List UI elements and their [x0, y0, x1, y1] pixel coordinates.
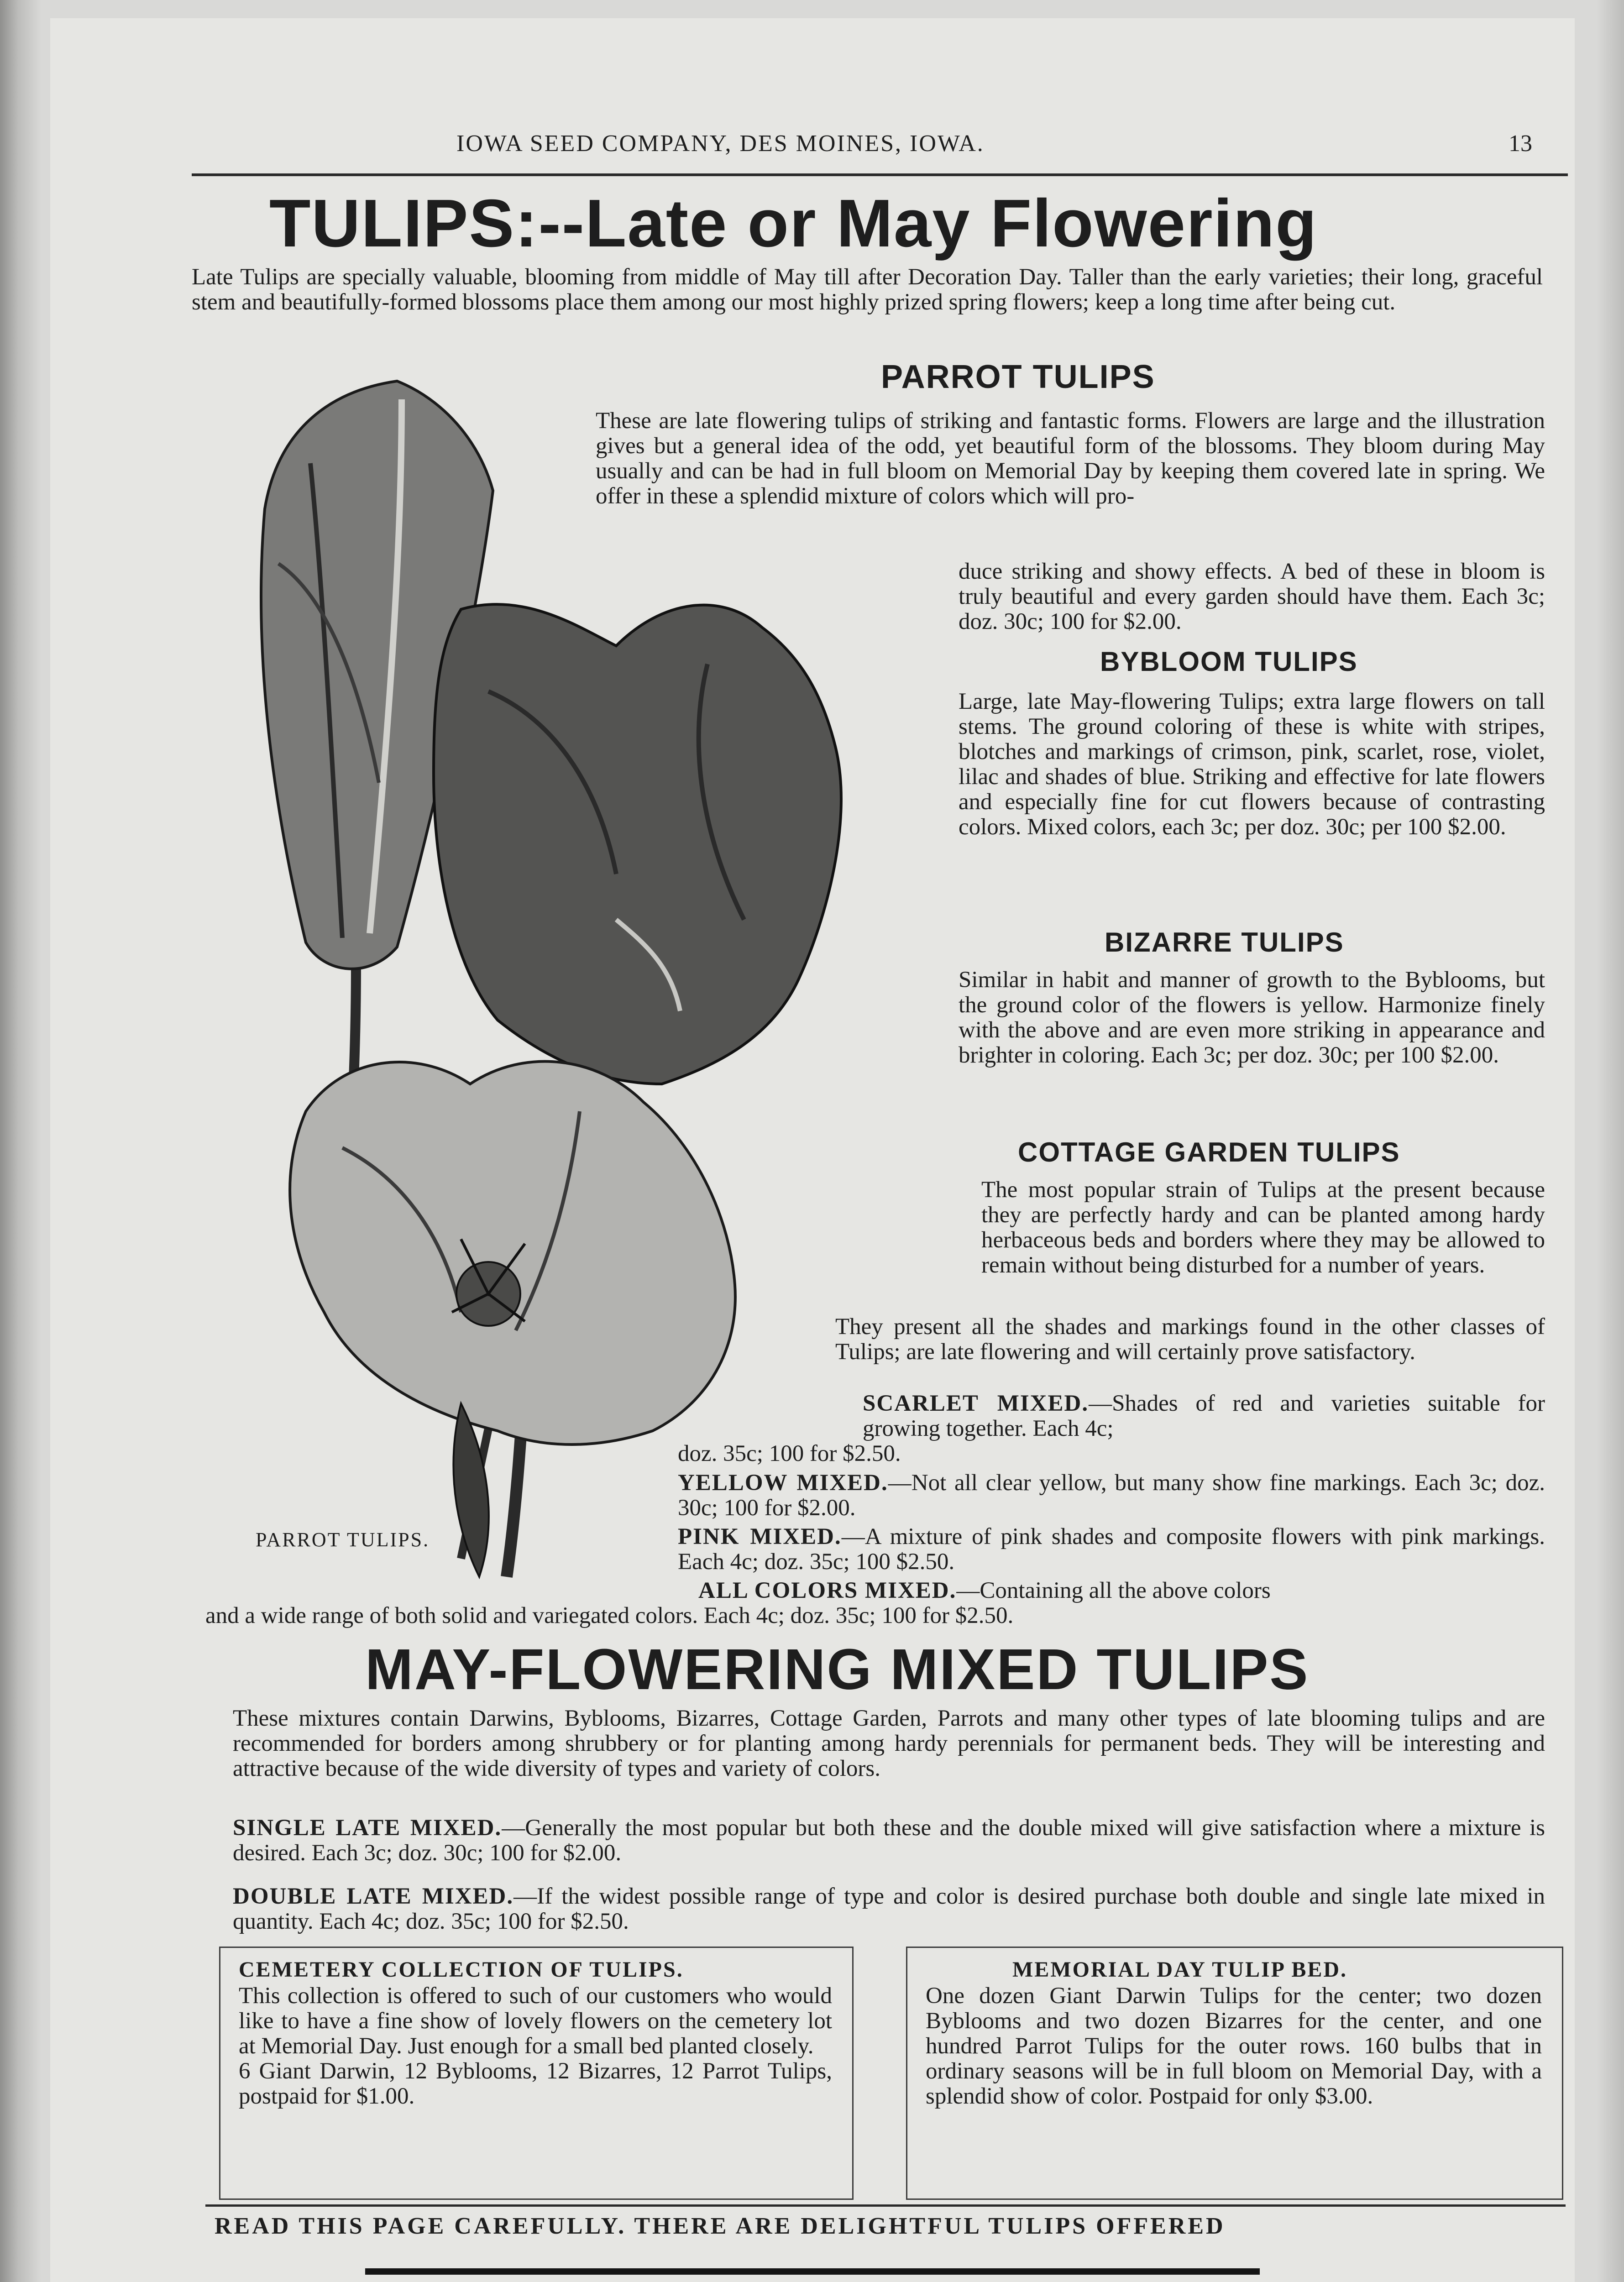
- parrot-tulips-illustration: [205, 372, 927, 1586]
- double-late-mixed-entry: [233, 1884, 1545, 1934]
- all-colors-mixed-name: ALL COLORS MIXED.: [698, 1578, 957, 1603]
- parrot-tulips-heading: PARROT TULIPS: [881, 359, 1155, 395]
- single-late-mixed-name: SINGLE LATE MIXED.: [233, 1815, 502, 1841]
- parrot-tulips-text-cont: duce striking and showy effects. A bed of these in bloom is truly beautiful and every garden should have them. Each 3c; doz. 30c; 100 for $2.00.: [959, 559, 1545, 634]
- scan-left-edge: [0, 0, 41, 2282]
- may-flowering-heading: MAY-FLOWERING MIXED TULIPS: [365, 1637, 1310, 1701]
- may-flowering-text: These mixtures contain Darwins, Byblooms, Bizarres, Cottage Garden, Parrots and many other types of late blooming tulips and are recommended for borders among shrubbery or for planting among hardy perennials for permanent beds. They will be interesting and attractive because of the wide diversity of types and variety of colors.: [233, 1706, 1545, 1781]
- bizarre-tulips-heading: BIZARRE TULIPS: [1105, 927, 1344, 958]
- pink-mixed-name: PINK MIXED.: [678, 1524, 842, 1549]
- cottage-garden-text: The most popular strain of Tulips at the present because they are perfectly hardy and can be planted among hardy herbaceous beds and borders where they may be allowed to remain without being disturbed for a number of years.: [981, 1177, 1545, 1278]
- footer-bar: [365, 2268, 1260, 2275]
- memorial-day-bed-box: [906, 1947, 1563, 2200]
- double-late-mixed-name: DOUBLE LATE MIXED.: [233, 1884, 514, 1909]
- single-late-mixed-entry: [233, 1816, 1545, 1866]
- scarlet-mixed-price: doz. 35c; 100 for $2.50.: [678, 1441, 901, 1466]
- footer-notice: READ THIS PAGE CAREFULLY. THERE ARE DELIGHTFUL TULIPS OFFERED: [215, 2213, 1226, 2239]
- yellow-mixed-text: —Not all clear yellow, but many show fine markings. Each 3c; doz. 30c; 100 for $2.00.: [678, 1470, 1545, 1521]
- all-colors-mixed-text: —Containing all the above colors: [956, 1578, 1271, 1603]
- cemetery-collection-desc: This collection is offered to such of our customers who would like to have a fine show of lovely flowers on the cemetery lot at Memorial Day. Just enough for a small bed planted closely.: [239, 1983, 832, 2059]
- footer-rule: [205, 2204, 1566, 2207]
- parrot-tulips-text: These are late flowering tulips of striking and fantastic forms. Flowers are large and the illustration gives but a general idea of the odd, yet beautiful form of the blossoms. They bloom during May usually and can be had in full bloom on Memorial Day by keeping them covered late in spring. We offer in these a splendid mixture of colors which will pro-: [596, 408, 1545, 509]
- yellow-mixed-entry: [678, 1471, 1545, 1521]
- intro-paragraph: Late Tulips are specially valuable, blooming from middle of May till after Decoration Day. Taller than the early varieties; their long, graceful stem and beautifully-formed blossoms place them among our most highly prized spring flowers; keep a long time after being cut.: [192, 264, 1543, 315]
- all-colors-mixed-entry: [698, 1578, 1545, 1603]
- yellow-mixed-name: YELLOW MIXED.: [678, 1470, 888, 1496]
- cemetery-collection-contents: 6 Giant Darwin, 12 Byblooms, 12 Bizarres, 12 Parrot Tulips, postpaid for $1.00.: [239, 2058, 832, 2109]
- scan-right-edge: [1597, 0, 1624, 2282]
- illustration-caption: PARROT TULIPS.: [256, 1528, 430, 1551]
- scarlet-mixed-name: SCARLET MIXED.: [863, 1391, 1089, 1416]
- cemetery-collection-title: CEMETERY COLLECTION OF TULIPS.: [239, 1957, 684, 1982]
- bybloom-tulips-heading: BYBLOOM TULIPS: [1100, 646, 1358, 677]
- page-number: 13: [1509, 131, 1532, 157]
- cottage-garden-text-cont: They present all the shades and markings found in the other classes of Tulips; are late flowering and will certainly prove satisfactory.: [835, 1314, 1545, 1365]
- single-late-mixed-text: —Generally the most popular but both these and the double mixed will give satisfaction where a mixture is desired. Each 3c; doz. 30c; 100 for $2.00.: [233, 1815, 1545, 1866]
- page-title: TULIPS:--Late or May Flowering: [269, 186, 1318, 261]
- pink-mixed-entry: [678, 1524, 1545, 1575]
- pink-mixed-text: —A mixture of pink shades and composite flowers with pink markings. Each 4c; doz. 35c; 100 $2.50.: [678, 1524, 1545, 1575]
- cottage-garden-tulips-heading: COTTAGE GARDEN TULIPS: [1018, 1137, 1400, 1167]
- catalog-page: [50, 18, 1575, 2282]
- bybloom-tulips-text: Large, late May-flowering Tulips; extra large flowers on tall stems. The ground coloring of these is white with stripes, blotches and markings of crimson, pink, scarlet, rose, violet, lilac and shades of blue. Striking and effective for late flowers and especially fine for cut flowers because of contrasting colors. Mixed colors, each 3c; per doz. 30c; per 100 $2.00.: [959, 689, 1545, 840]
- header-rule: [192, 173, 1568, 176]
- cemetery-collection-box: [219, 1947, 854, 2200]
- scarlet-mixed-text: —Shades of red and varieties suitable for growing together. Each 4c;: [863, 1391, 1545, 1441]
- scarlet-mixed-entry: [863, 1391, 1545, 1441]
- cemetery-collection-text: [239, 1984, 832, 2109]
- all-colors-mixed-text-cont: and a wide range of both solid and variegated colors. Each 4c; doz. 35c; 100 for $2.50.: [205, 1603, 1014, 1628]
- running-head: IOWA SEED COMPANY, DES MOINES, IOWA.: [456, 131, 985, 157]
- double-late-mixed-text: —If the widest possible range of type and color is desired purchase both double and single late mixed in quantity. Each 4c; doz. 35c; 100 for $2.50.: [233, 1884, 1545, 1934]
- memorial-day-bed-text: One dozen Giant Darwin Tulips for the center; two dozen Byblooms and two dozen Bizarres for the center, and one hundred Parrot Tulips for the outer rows. 160 bulbs that in ordinary seasons will be in full bloom on Memorial Day, with a splendid show of color. Postpaid for only $3.00.: [926, 1983, 1542, 2109]
- memorial-day-bed-title: MEMORIAL DAY TULIP BED.: [1012, 1957, 1348, 1982]
- bizarre-tulips-text: Similar in habit and manner of growth to the Byblooms, but the ground color of the flowers is yellow. Harmonize finely with the above and are even more striking in appearance and brighter in coloring. Each 3c; per doz. 30c; per 100 $2.00.: [959, 967, 1545, 1068]
